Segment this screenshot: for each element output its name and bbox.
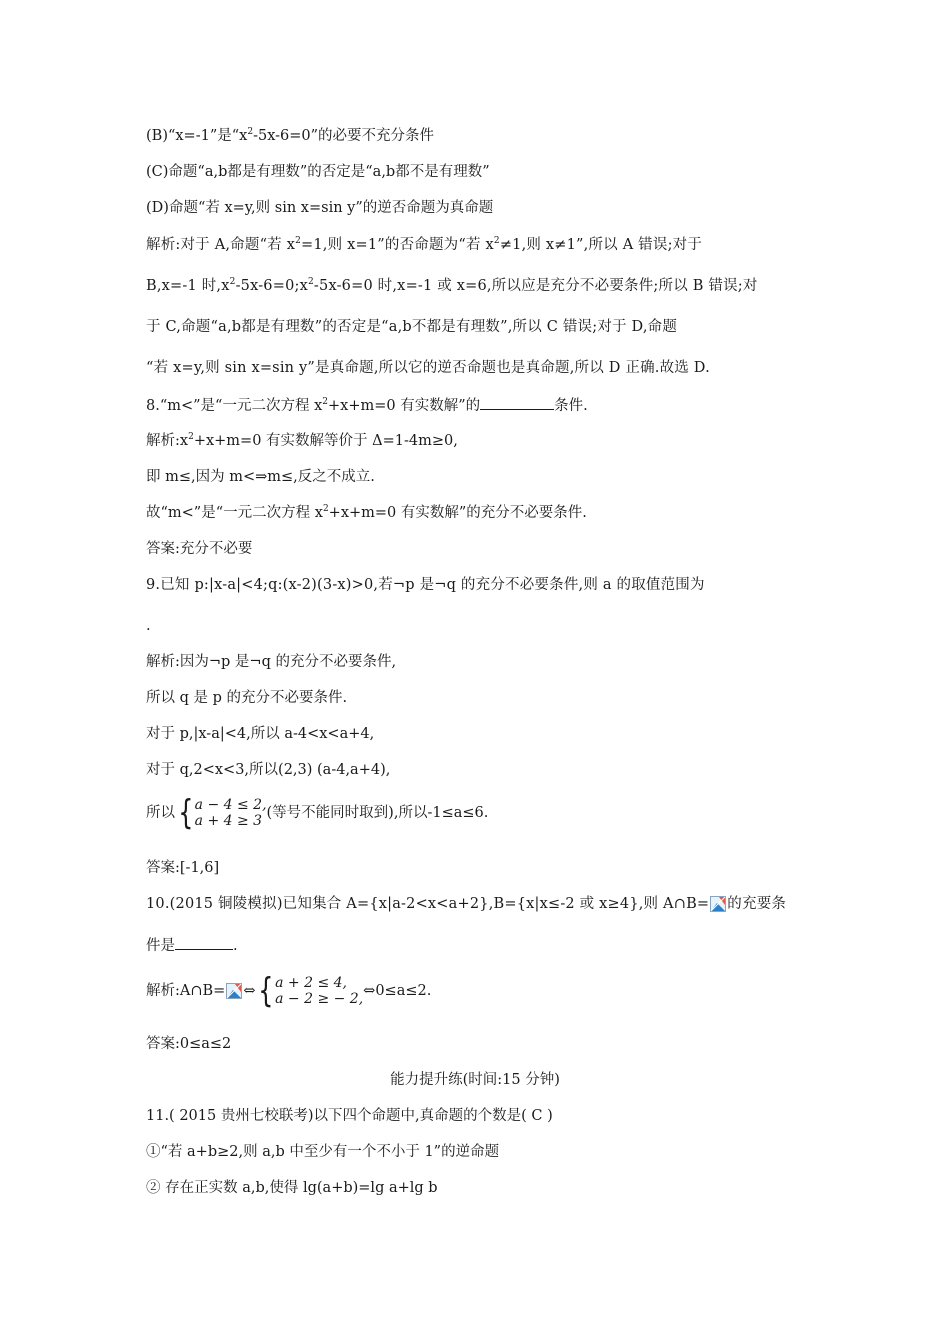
- inequality-system: [175, 793, 267, 833]
- q10-continuation: [146, 935, 238, 956]
- q11-item-1: ①“若 a+b≥2,则 a,b 中至少有一个不小于 1”的逆命题: [146, 1144, 500, 1160]
- analysis-line-1: [146, 235, 702, 255]
- text: 条件.: [554, 398, 588, 414]
- option-d: (D)命题“若 x=y,则 sin x=sin y”的逆否命题为真命题: [146, 200, 494, 216]
- q8-answer: 答案:充分不必要: [146, 541, 253, 557]
- system-rows: [195, 797, 267, 829]
- answer-blank: [175, 935, 233, 950]
- analysis-line-2: [146, 276, 758, 296]
- text: 解析:A∩B=: [146, 983, 226, 999]
- brace: {: [178, 793, 194, 833]
- question-11: 11.( 2015 贵州七校联考)以下四个命题中,真命题的个数是( C ): [146, 1108, 553, 1124]
- q11-item-2: ② 存在正实数 a,b,使得 lg(a+b)=lg a+lg b: [146, 1180, 438, 1196]
- section-title: 能力提升练(时间:15 分钟): [390, 1072, 560, 1088]
- text: .: [233, 938, 238, 954]
- text: -5x-6=0 时,x=-1 或 x=6,所以应是充分不必要条件;所以 B 错误;对: [313, 278, 758, 294]
- text: -5x-6=0”的必要不充分条件: [253, 128, 435, 144]
- q9-analysis-2: 所以 q 是 p 的充分不必要条件.: [146, 690, 348, 706]
- text: ⇔0≤a≤2.: [363, 983, 432, 999]
- text: -5x-6=0;x: [235, 278, 308, 294]
- text: 解析:x: [146, 433, 189, 449]
- system-row: a − 4 ≤ 2,: [194, 797, 267, 813]
- question-9: 9.已知 p:|x-a|<4;q:(x-2)(3-x)>0,若¬p 是¬q 的充分不必要条件,则 a 的取值范围为: [146, 577, 705, 593]
- text: 解析:对于 A,命题“若 x: [146, 237, 296, 253]
- q9-answer: 答案:[-1,6]: [146, 860, 220, 876]
- q9-analysis-3: 对于 p,|x-a|<4,所以 a-4<x<a+4,: [146, 726, 375, 742]
- q8-analysis-2: 即 m≤,因为 m<⇒m≤,反之不成立.: [146, 469, 375, 485]
- analysis-line-4: “若 x=y,则 sin x=sin y”是真命题,所以它的逆否命题也是真命题,所以 D 正确.故选 D.: [146, 360, 710, 376]
- text: +x+m=0 有实数解等价于 Δ=1-4m≥0,: [193, 433, 458, 449]
- system-rows: [275, 975, 363, 1007]
- q9-analysis-1: 解析:因为¬p 是¬q 的充分不必要条件,: [146, 654, 397, 670]
- text: +x+m=0 有实数解”的: [328, 398, 481, 414]
- text: 件是: [146, 938, 175, 954]
- q10-answer: 答案:0≤a≤2: [146, 1036, 232, 1052]
- system-row: a − 2 ≥ − 2,: [275, 991, 364, 1007]
- system-row: a + 2 ≤ 4,: [275, 975, 347, 991]
- system-row: a + 4 ≥ 3: [194, 813, 263, 829]
- text: 10.(2015 铜陵模拟)已知集合 A={x|a-2<x<a+2},B={x|x≤-2 或 x≥4},则 A∩B=: [146, 896, 710, 912]
- q9-analysis-5: [146, 793, 489, 833]
- option-b: [146, 126, 434, 146]
- superscript: 2: [493, 236, 500, 247]
- broken-image-icon: [710, 896, 726, 912]
- text: (等号不能同时取到),所以-1≤a≤6.: [266, 805, 489, 821]
- inequality-system: [255, 971, 364, 1011]
- text: ≠1,则 x≠1”,所以 A 错误;对于: [499, 237, 703, 253]
- text: 8.“m<”是“一元二次方程 x: [146, 398, 323, 414]
- answer-blank: [480, 395, 554, 410]
- superscript: 2: [307, 277, 314, 288]
- q8-analysis-1: [146, 431, 458, 451]
- superscript: 2: [322, 397, 328, 408]
- q10-analysis: [146, 971, 432, 1011]
- text: (B)“x=-1”是“x: [146, 128, 248, 144]
- q8-analysis-3: [146, 503, 587, 523]
- text: +x+m=0 有实数解”的充分不必要条件.: [328, 505, 587, 521]
- q9-analysis-4: 对于 q,2<x<3,所以(2,3) (a-4,a+4),: [146, 762, 391, 778]
- superscript: 2: [295, 236, 302, 247]
- text: 所以: [146, 805, 175, 821]
- text: =1,则 x=1”的否命题为“若 x: [301, 237, 494, 253]
- text: 故“m<”是“一元二次方程 x: [146, 505, 323, 521]
- broken-image-icon: [226, 983, 242, 999]
- text: B,x=-1 时,x: [146, 278, 230, 294]
- superscript: 2: [188, 432, 194, 443]
- analysis-line-3: 于 C,命题“a,b都是有理数”的否定是“a,b不都是有理数”,所以 C 错误;对于 D,命题: [146, 319, 678, 335]
- option-c: (C)命题“a,b都是有理数”的否定是“a,b都不是有理数”: [146, 164, 490, 180]
- brace: {: [258, 971, 274, 1011]
- superscript: 2: [322, 504, 329, 515]
- superscript: 2: [229, 277, 236, 288]
- question-8: [146, 395, 588, 416]
- superscript: 2: [247, 127, 254, 138]
- iff-arrow: ⇔: [243, 983, 256, 999]
- q9-period: .: [146, 618, 151, 634]
- text: 的充要条: [727, 896, 787, 912]
- question-10: [146, 894, 786, 914]
